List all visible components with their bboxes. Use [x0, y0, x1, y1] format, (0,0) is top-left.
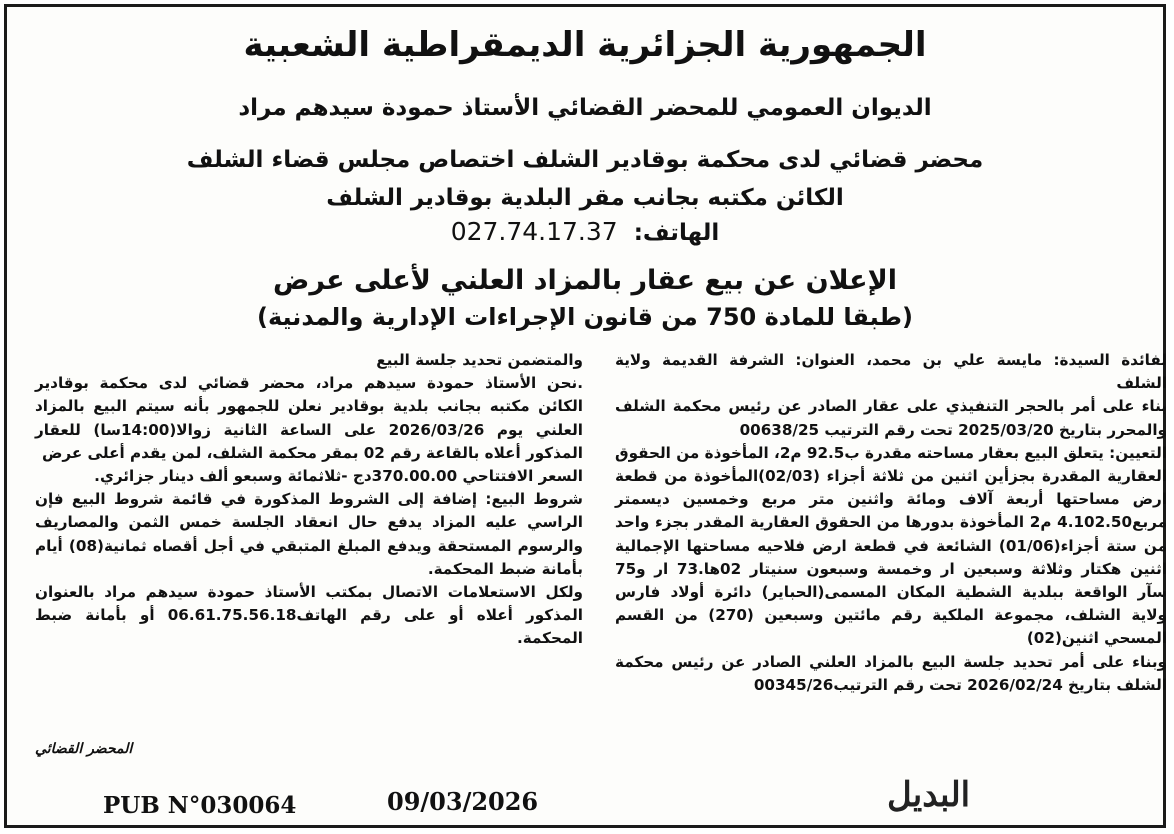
phone-line	[7, 217, 1163, 246]
sale-conditions-paragraph: شروط البيع: إضافة إلى الشروط المذكورة في قائمة شروط البيع فإن الراسي عليه المزاد يدفع حال انعقاد الجلسة خمس الثمن والمصاريف والرسوم المستحقة ويدفع المبلغ المتبقي في أجل أقصاه ثمانية(08) أيام بأمانة ضبط المحكمة.	[35, 490, 583, 578]
notice-title: الإعلان عن بيع عقار بالمزاد العلني لأعلى عرض	[273, 265, 897, 296]
bailiff-signature: المحضر القضائي	[35, 741, 133, 757]
phone-number: 027.74.17.37	[450, 217, 618, 246]
opening-price-paragraph: السعر الافتتاحي 370.00.00دج -ثلاثمائة وسبعو ألف دينار جزائري.	[94, 467, 583, 486]
seizure-order-paragraph: بناء على أمر بالحجر التنفيذي على عقار الصادر عن رئيس محكمة الشلف والمحرر بتاريخ 2025/03/20 تحت رقم الترتيب 00638/25	[615, 397, 1167, 439]
beneficiary-paragraph: لفائدة السيدة: مايسة علي بن محمد، العنوان: الشرفة القديمة ولاية الشلف	[615, 351, 1167, 393]
contact-info-paragraph: ولكل الاستعلامات الاتصال بمكتب الأستاذ حمودة سيدهم مراد بالعنوان المذكور أعلاه أو على رقم الهاتف06.61.75.56.18 أو بأمانة ضبط المحكمة.	[35, 583, 584, 648]
notice-subtitle: (طبقا للمادة 750 من قانون الإجراءات الإدارية والمدنية)	[256, 303, 913, 331]
court-line: محضر قضائي لدى محكمة بوقادير الشلف اختصاص مجلس قضاء الشلف	[186, 147, 984, 173]
right-column	[615, 349, 1167, 697]
publication-number: PUB N°030064	[103, 792, 297, 819]
office-heading: الديوان العمومي للمحضر القضائي الأستاذ حمودة سيدهم مراد	[238, 95, 932, 121]
session-order-continued: والمتضمن تحديد جلسة البيع	[376, 351, 583, 369]
left-column	[35, 349, 583, 651]
notice-frame	[4, 4, 1166, 828]
phone-label: الهاتف:	[633, 220, 720, 246]
republic-heading: الجمهورية الجزائرية الديمقراطية الشعبية	[243, 25, 927, 65]
address-line: الكائن مكتبه بجانب مقر البلدية بوقادير الشلف	[326, 185, 844, 211]
auction-announcement-paragraph: .نحن الأستاذ حمودة سيدهم مراد، محضر قضائي لدى محكمة بوقادير الكائن مكتبه بجانب بلدية بوقادير نعلن للجمهور بأنه سيتم البيع بالمزاد العلني يوم 2026/03/26 على الساعة الثانية زوالا(14:00سا) للعقار المذكور أعلاه بالقاعة رقم 02 بمقر محكمة الشلف، لمن يقدم أعلى عرض	[35, 374, 584, 462]
property-description-paragraph: التعيين: يتعلق البيع بعقار مساحته مقدرة ب92.5 م2، المأخوذة من الحقوق العقارية المقدرة بجزأين اثنين من ثلاثة أجزاء (02/03)المأخوذة من قطعة ارض مساحتها أربعة آلاف ومائة واثنين متر مربع وخمسين ديسمتر مربع4.102.50 م2 المأخوذة بدورها من الحقوق العقارية المقدر بجزء واحد من ستة أجزاء(01/06) الشائعة في قطعة ارض فلاحيه مساحتها الإجمالية اثنين هكتار وثلاثة وسبعين ار وخمسة وسبعون سنيتار 02ها.73 ار و75 سآر الواقعة ببلدية الشطية المكان المسمى(الحباير) دائرة أولاد فارس ولاية الشلف، مجموعة الملكية رقم مائتين وسبعين (270) من القسم المسحي اثنين(02)	[615, 443, 1168, 648]
session-order-paragraph: وبناء على أمر تحديد جلسة البيع بالمزاد العلني الصادر عن رئيس محكمة الشلف بتاريخ 2026/02/24 تحت رقم الترتيب00345/26	[615, 652, 1167, 694]
newspaper-name: البديل	[887, 775, 971, 815]
publication-date: 09/03/2026	[387, 787, 539, 816]
